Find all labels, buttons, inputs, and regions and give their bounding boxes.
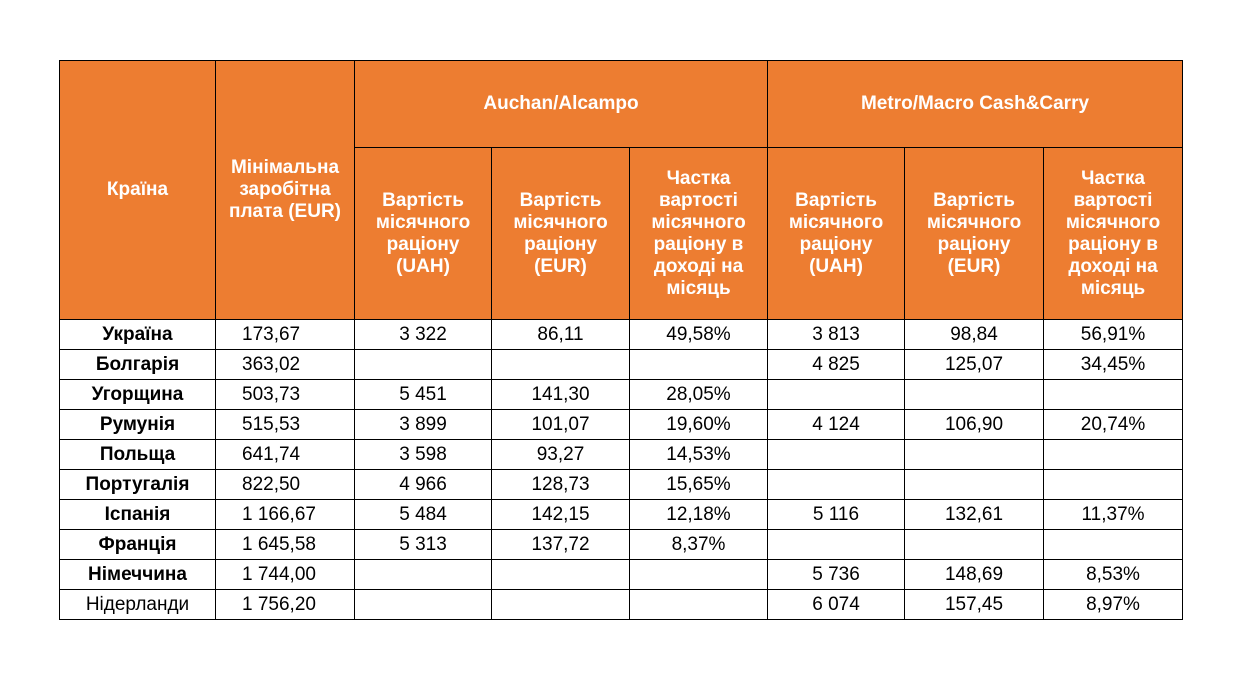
cell-min-wage: 1 645,58	[216, 530, 355, 560]
cell-metro-cost-eur: 98,84	[905, 320, 1044, 350]
food-cost-table	[59, 60, 1183, 620]
cell-auchan-cost-eur: 101,07	[492, 410, 630, 440]
cell-min-wage: 1 166,67	[216, 500, 355, 530]
cell-auchan-cost-eur: 137,72	[492, 530, 630, 560]
cell-min-wage: 641,74	[216, 440, 355, 470]
cell-auchan-cost-eur: 141,30	[492, 380, 630, 410]
cell-auchan-cost-uah	[355, 350, 492, 380]
cell-auchan-cost-uah: 5 313	[355, 530, 492, 560]
cell-auchan-share: 15,65%	[630, 470, 768, 500]
cell-metro-share: 8,53%	[1044, 560, 1183, 590]
cell-country: Франція	[60, 530, 216, 560]
cell-country: Румунія	[60, 410, 216, 440]
cell-metro-cost-eur: 157,45	[905, 590, 1044, 620]
cell-metro-cost-uah	[768, 440, 905, 470]
cell-auchan-cost-uah: 5 451	[355, 380, 492, 410]
cell-metro-share	[1044, 440, 1183, 470]
cell-metro-cost-uah	[768, 380, 905, 410]
cell-country: Болгарія	[60, 350, 216, 380]
cell-auchan-share: 28,05%	[630, 380, 768, 410]
cell-auchan-share: 49,58%	[630, 320, 768, 350]
cell-min-wage: 1 744,00	[216, 560, 355, 590]
cell-auchan-cost-uah: 3 322	[355, 320, 492, 350]
cell-metro-cost-eur	[905, 530, 1044, 560]
cell-country: Польща	[60, 440, 216, 470]
cell-auchan-share	[630, 590, 768, 620]
cell-metro-cost-uah: 3 813	[768, 320, 905, 350]
cell-country: Угорщина	[60, 380, 216, 410]
header-metro-cost-eur: Вартість місячного раціону (EUR)	[905, 148, 1044, 320]
cell-min-wage: 1 756,20	[216, 590, 355, 620]
header-auchan-share: Частка вартості місячного раціону в доході на місяць	[630, 148, 768, 320]
cell-metro-cost-uah: 4 124	[768, 410, 905, 440]
cell-auchan-cost-eur: 142,15	[492, 500, 630, 530]
cell-auchan-cost-uah: 5 484	[355, 500, 492, 530]
cell-auchan-cost-eur: 93,27	[492, 440, 630, 470]
cell-auchan-cost-uah: 4 966	[355, 470, 492, 500]
cell-metro-share: 8,97%	[1044, 590, 1183, 620]
cell-auchan-cost-uah	[355, 590, 492, 620]
cell-metro-share	[1044, 470, 1183, 500]
header-min-wage: Мінімальна заробітна плата (EUR)	[216, 61, 355, 320]
header-metro-share: Частка вартості місячного раціону в доході на місяць	[1044, 148, 1183, 320]
cell-auchan-share	[630, 350, 768, 380]
cell-metro-cost-uah: 6 074	[768, 590, 905, 620]
table-row	[60, 560, 1183, 590]
table-row	[60, 500, 1183, 530]
cell-min-wage: 503,73	[216, 380, 355, 410]
cell-auchan-cost-uah: 3 899	[355, 410, 492, 440]
cell-metro-cost-eur: 125,07	[905, 350, 1044, 380]
cell-metro-cost-uah: 4 825	[768, 350, 905, 380]
cell-metro-share: 11,37%	[1044, 500, 1183, 530]
table-body	[60, 320, 1183, 620]
cell-auchan-cost-eur	[492, 590, 630, 620]
cell-metro-share: 34,45%	[1044, 350, 1183, 380]
header-auchan-cost-eur: Вартість місячного раціону (EUR)	[492, 148, 630, 320]
cell-metro-cost-uah: 5 116	[768, 500, 905, 530]
header-auchan-cost-uah: Вартість місячного раціону (UAH)	[355, 148, 492, 320]
cell-auchan-share	[630, 560, 768, 590]
cell-auchan-share: 19,60%	[630, 410, 768, 440]
cell-min-wage: 173,67	[216, 320, 355, 350]
cell-metro-cost-eur: 132,61	[905, 500, 1044, 530]
cell-metro-cost-uah: 5 736	[768, 560, 905, 590]
header-metro-cost-uah: Вартість місячного раціону (UAH)	[768, 148, 905, 320]
table-header	[60, 61, 1183, 320]
cell-country: Україна	[60, 320, 216, 350]
cell-metro-cost-eur	[905, 440, 1044, 470]
cell-metro-share: 20,74%	[1044, 410, 1183, 440]
cell-min-wage: 363,02	[216, 350, 355, 380]
table-row	[60, 530, 1183, 560]
cell-metro-share: 56,91%	[1044, 320, 1183, 350]
table-row	[60, 440, 1183, 470]
cell-country: Португалія	[60, 470, 216, 500]
cell-auchan-cost-uah: 3 598	[355, 440, 492, 470]
cell-auchan-share: 12,18%	[630, 500, 768, 530]
cell-auchan-cost-uah	[355, 560, 492, 590]
header-group-metro: Metro/Macro Cash&Carry	[768, 61, 1183, 148]
cell-auchan-cost-eur: 128,73	[492, 470, 630, 500]
cell-country: Німеччина	[60, 560, 216, 590]
cell-auchan-cost-eur	[492, 560, 630, 590]
table-row	[60, 320, 1183, 350]
cell-metro-cost-uah	[768, 530, 905, 560]
cell-metro-cost-eur	[905, 380, 1044, 410]
header-country: Країна	[60, 61, 216, 320]
table-row	[60, 470, 1183, 500]
cell-metro-cost-uah	[768, 470, 905, 500]
cell-country: Нідерланди	[60, 590, 216, 620]
table-row	[60, 380, 1183, 410]
cell-min-wage: 822,50	[216, 470, 355, 500]
cell-auchan-cost-eur: 86,11	[492, 320, 630, 350]
cell-auchan-cost-eur	[492, 350, 630, 380]
cell-country: Іспанія	[60, 500, 216, 530]
cell-metro-cost-eur: 106,90	[905, 410, 1044, 440]
table-row	[60, 410, 1183, 440]
header-group-auchan: Auchan/Alcampo	[355, 61, 768, 148]
cell-auchan-share: 14,53%	[630, 440, 768, 470]
table-row	[60, 590, 1183, 620]
table-row	[60, 350, 1183, 380]
cell-min-wage: 515,53	[216, 410, 355, 440]
cell-metro-share	[1044, 530, 1183, 560]
table-container	[59, 60, 1182, 620]
cell-metro-cost-eur: 148,69	[905, 560, 1044, 590]
cell-auchan-share: 8,37%	[630, 530, 768, 560]
cell-metro-cost-eur	[905, 470, 1044, 500]
cell-metro-share	[1044, 380, 1183, 410]
